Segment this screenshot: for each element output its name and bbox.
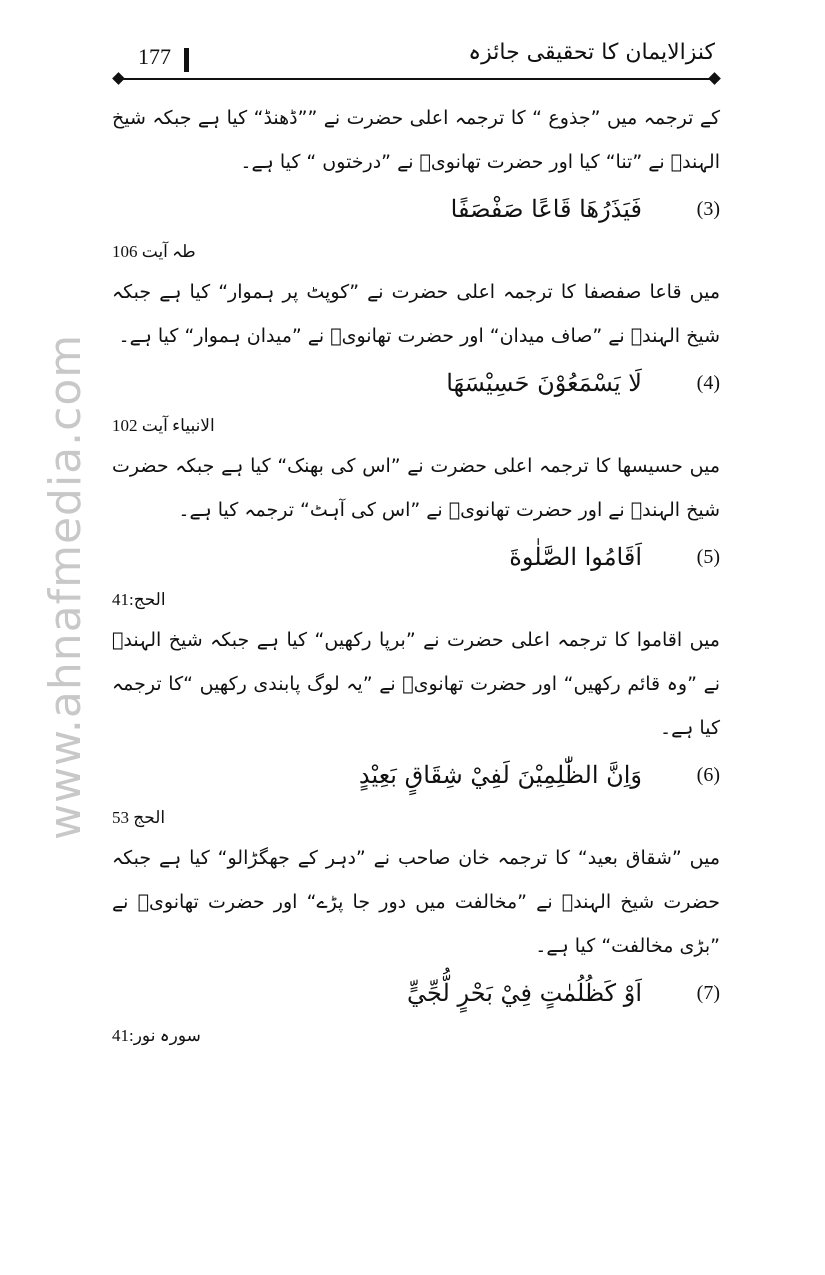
verse-6 [112,750,720,800]
paragraph-2: میں قاعا صفصفا کا ترجمہ اعلی حضرت نے ”کوپٹ پر ہموار“ کیا ہے جبکہ شیخ الہندؒ نے ”صاف میدان“ اور حضرت تھانویؒ نے ”میدان ہموار“ کیا ہے۔ [112,281,720,347]
verse-number: (4) [696,371,720,394]
verse-number: (6) [696,763,720,786]
page-header [118,38,715,78]
verse-3 [112,184,720,234]
verse-reference: الحج:41 [112,590,166,609]
paragraph-1: کے ترجمہ میں ”جذوع “ کا ترجمہ اعلی حضرت نے ””ڈھنڈ“ کیا ہے جبکہ شیخ الہندؒ نے ”تنا“ کیا اور حضرت تھانویؒ نے ”درختوں “ کیا ہے۔ [112,107,720,173]
book-title: کنزالایمان کا تحقیقی جائزہ [468,40,715,65]
verse-text: لَا يَسْمَعُوْنَ حَسِيْسَهَا [446,369,642,397]
verse-reference: الحج 53 [112,808,166,827]
verse-text: فَيَذَرُهَا قَاعًا صَفْصَفًا [450,195,642,223]
header-bar [184,48,189,72]
paragraph-5: میں ”شقاق بعید“ کا ترجمہ خان صاحب نے ”دہر کے جھگڑالو“ کیا ہے جبکہ حضرت شیخ الہندؒ نے ”مخالفت میں دور جا پڑے“ اور حضرت تھانویؒ نے ”بڑی مخالفت“ کیا ہے۔ [112,847,720,957]
verse-reference: سورہ نور:41 [112,1026,201,1045]
page-body [112,96,720,1054]
rule-ornament-left [112,72,125,85]
verse-5 [112,532,720,582]
verse-text: وَاِنَّ الظّٰلِمِيْنَ لَفِيْ شِقَاقٍ بَعِيْدٍ [358,761,642,789]
verse-number: (3) [696,197,720,220]
paragraph-3: میں حسیسھا کا ترجمہ اعلی حضرت نے ”اس کی بھنک“ کیا ہے جبکہ حضرت شیخ الہندؒ نے اور حضرت تھانویؒ نے ”اس کی آہٹ“ ترجمہ کیا ہے۔ [112,455,720,521]
page-number: 177 [138,44,171,69]
paragraph-4: میں اقاموا کا ترجمہ اعلی حضرت نے ”برپا رکھیں“ کیا ہے جبکہ شیخ الہندؒ نے ”وہ قائم رکھیں“ اور حضرت تھانویؒ نے ”یہ لوگ پابندی رکھیں “کا ترجمہ کیا ہے۔ [112,629,720,739]
verse-reference: الانبیاء آیت 102 [112,416,215,435]
verse-number: (7) [696,981,720,1004]
verse-text: اَوْ كَظُلُمٰتٍ فِيْ بَحْرٍ لُّجِّيٍّ [407,979,642,1007]
verse-reference: طہ آیت 106 [112,242,196,261]
header-rule [118,78,715,80]
verse-text: اَقَامُوا الصَّلٰوةَ [509,543,642,571]
verse-number: (5) [696,545,720,568]
rule-ornament-right [708,72,721,85]
verse-4 [112,358,720,408]
verse-7 [112,968,720,1018]
watermark: www.ahnafmedia.com [40,333,91,840]
